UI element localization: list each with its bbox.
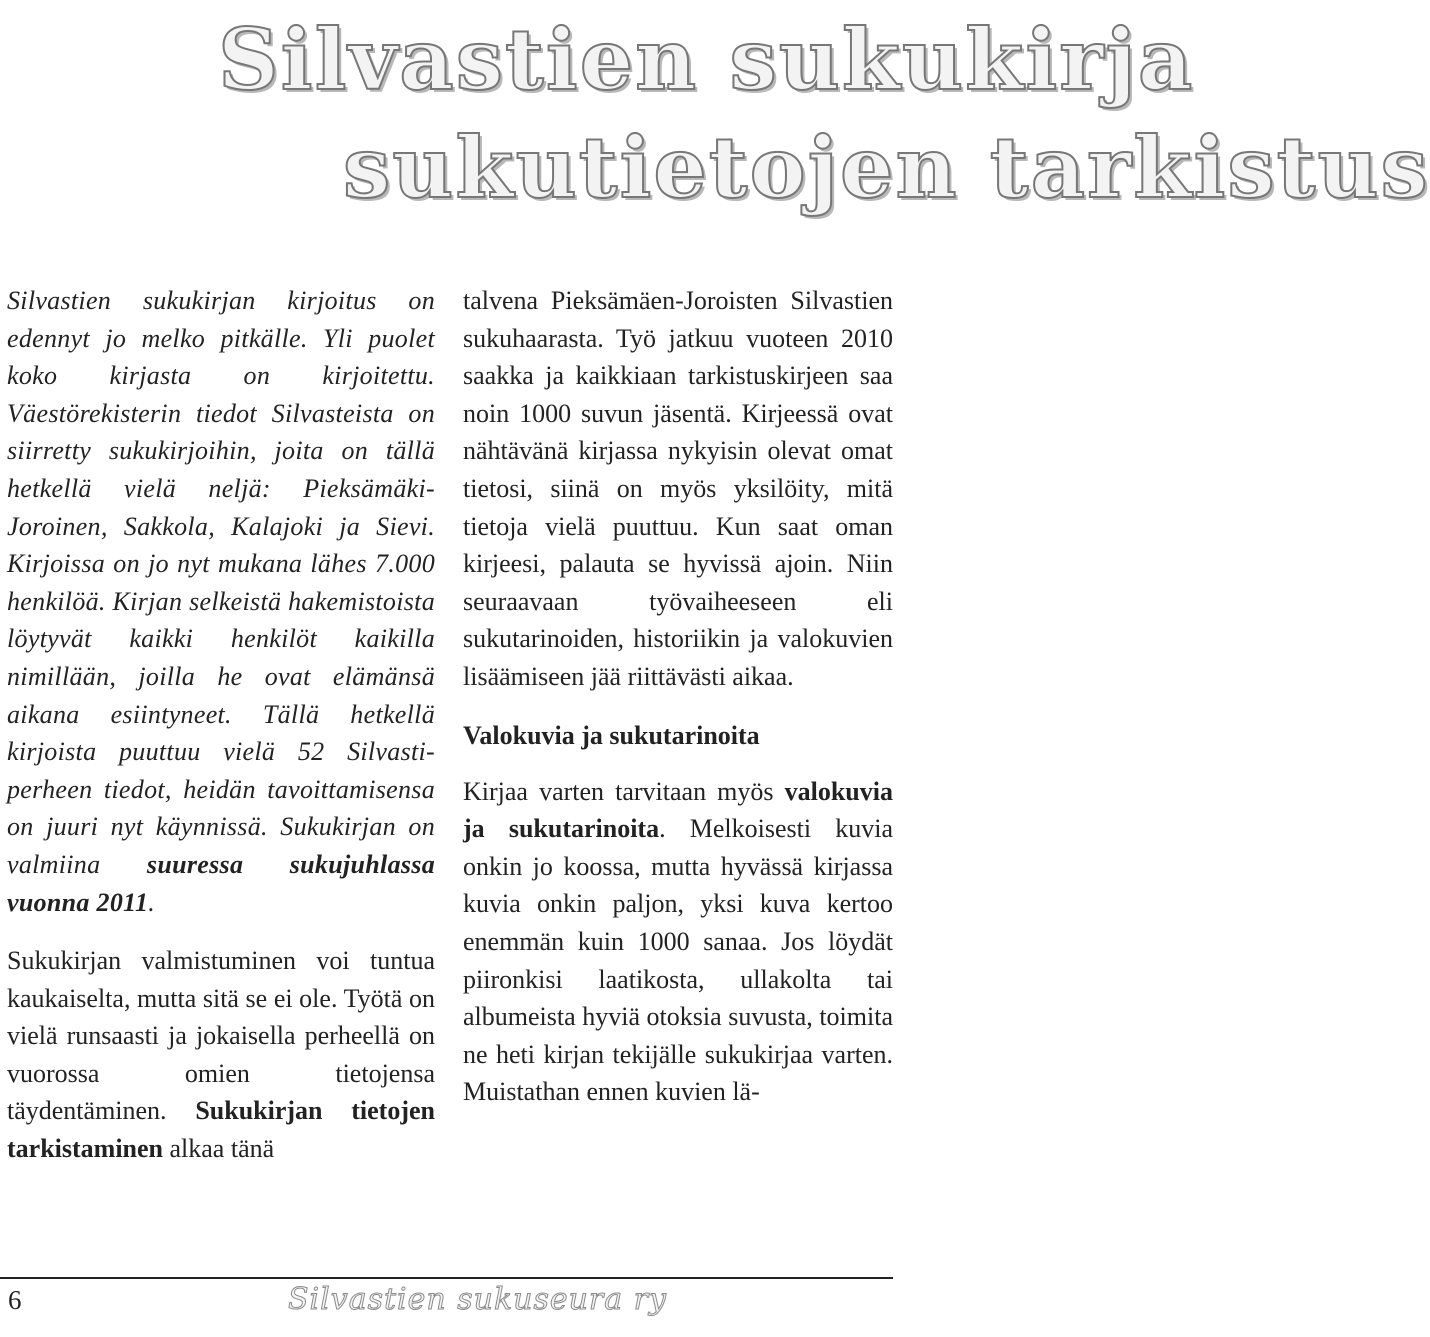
continuation-paragraph: talvena Pieksämäen-Joroisten Silvastien sukuhaarasta. Työ jatkuu vuoteen 2010 saakka ja kaikkiaan tarkistuskirjeen saa noin 1000 suvun jäsentä. Kirjeessä ovat nähtävänä kirjassa nykyisin olevat omat tietosi, siinä on myös yksilöity, mitä tietoja vielä puuttuu. Kun saat oman kirjeesi, palauta se hyvissä ajoin. Niin seuraavaan työvaiheeseen eli sukutarinoiden, historiikin ja valokuvien lisäämiseen jää riittävästi aikaa. (463, 286, 893, 691)
section-heading: Valokuvia ja sukutarinoita (463, 720, 760, 750)
body-text-end: alkaa tänä (163, 1134, 275, 1164)
body-text: Sukukirjan valmistuminen voi tuntua kaukaiselta, mutta sitä se ei ole. Työtä on vielä runsaasti ja jokaisella perheellä on vuorossa omien tietojensa täydentäminen. (7, 946, 435, 1126)
body-emphasis: Sukukirjan tietojen tarkistaminen (7, 1096, 435, 1164)
photos-text-rest: . Melkoisesti kuvia onkin jo koossa, mutta hyvässä kirjassa kuvia onkin paljon, yksi kuva kertoo enemmän kuin 1000 sanaa. Jos löydät piironkisi laatikosta, ullakolta tai albumeista hyviä otoksia suvusta, toimita ne heti kirjan tekijälle sukukirjaa varten. Muistathan ennen kuvien lä- (463, 814, 894, 1107)
photos-text: Kirjaa varten tarvitaan myös (463, 776, 785, 806)
footer-rule (0, 1277, 893, 1279)
body-paragraph (7, 942, 435, 1168)
masthead-title-line-2: sukutietojen tarkistus (343, 118, 1430, 217)
photos-emphasis: valokuvia ja sukutarinoita (463, 776, 893, 844)
right-column (463, 282, 893, 1111)
intro-end: . (148, 887, 156, 917)
page-number: 6 (8, 1285, 22, 1315)
footer-logo: Silvastien sukuseura ry (288, 1282, 667, 1317)
left-column (7, 282, 435, 1168)
masthead (0, 0, 1430, 230)
photos-paragraph (463, 773, 893, 1111)
masthead-title-line-1: Silvastien sukukirja (218, 10, 1195, 109)
intro-paragraph (7, 282, 435, 921)
intro-text: Silvastien sukukirjan kirjoitus on edennyt jo melko pitkälle. Yli puolet koko kirjasta on kirjoitettu. Väestörekisterin tiedot Silvasteista on siirretty sukukirjoihin, joita on tällä hetkellä vielä neljä: Pieksämäki-Joroinen, Sakkola, Kalajoki ja Sievi. Kirjoissa on jo nyt mukana lähes 7.000 henkilöä. Kirjan selkeistä hakemistoista löytyvät kaikki henkilöt kaikilla nimillään, joilla he ovat elämänsä aikana esiintyneet. Tällä hetkellä kirjoista puuttuu vielä 52 Silvasti-perheen tiedot, heidän tavoittamisensa on juuri nyt käynnissä. Sukukirjan on valmiina (7, 286, 435, 879)
intro-emphasis: suuressa sukujuhlassa vuonna 2011 (7, 849, 435, 917)
